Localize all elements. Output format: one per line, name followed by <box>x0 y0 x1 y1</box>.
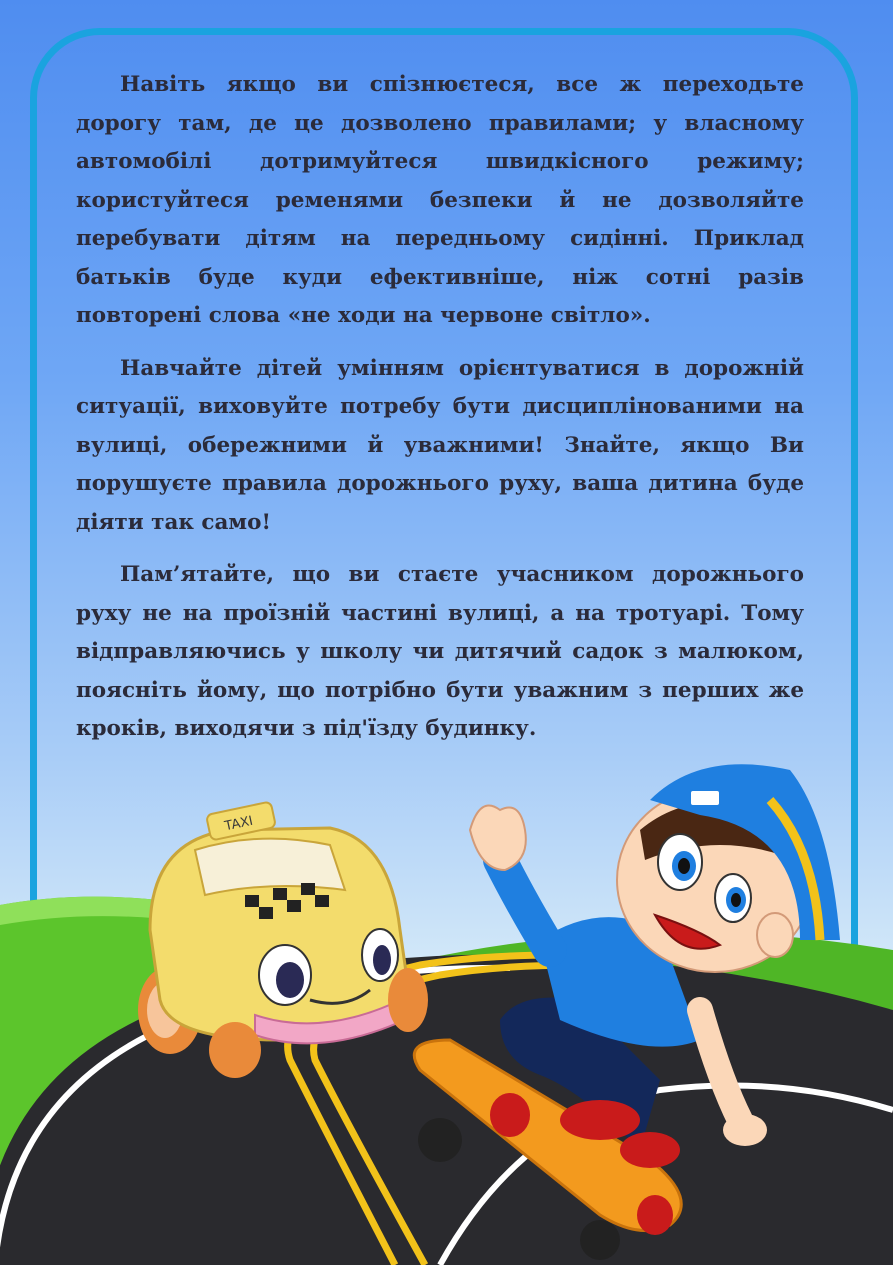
taxi-sign-text: TAXI <box>223 813 255 835</box>
paragraph-3: Пам’ятайте, що ви стаєте учасником дорожнього руху не на проїзній частині вулиці, а на тротуарі. Тому відправляючись у школу чи дитячий садок з малюком, поясніть йому, що потрібно бути уважним з перших же кроків, виходячи з під'їзду будинку. <box>76 562 804 741</box>
paragraph-1: Навіть якщо ви спізнюєтеся, все ж переходьте дорогу там, де це дозволено правилами; у власному автомобілі дотримуйтеся швидкісного режиму; користуйтеся ременями безпеки й не дозволяйте перебувати дітям на передньому сидінні. Приклад батьків буде куди ефективніше, ніж сотні разів повторені слова «не ходи на червоне світло». <box>76 72 804 328</box>
paragraph-2: Навчайте дітей умінням орієнтуватися в дорожній ситуації, виховуйте потребу бути дисциплінованими на вулиці, обережними й уважними! Знайте, якщо Ви порушуєте правила дорожнього руху, ваша дитина буде діяти так само! <box>76 355 804 535</box>
taxi-wheel-front <box>209 1022 261 1078</box>
boy-hand-raised <box>470 806 526 871</box>
